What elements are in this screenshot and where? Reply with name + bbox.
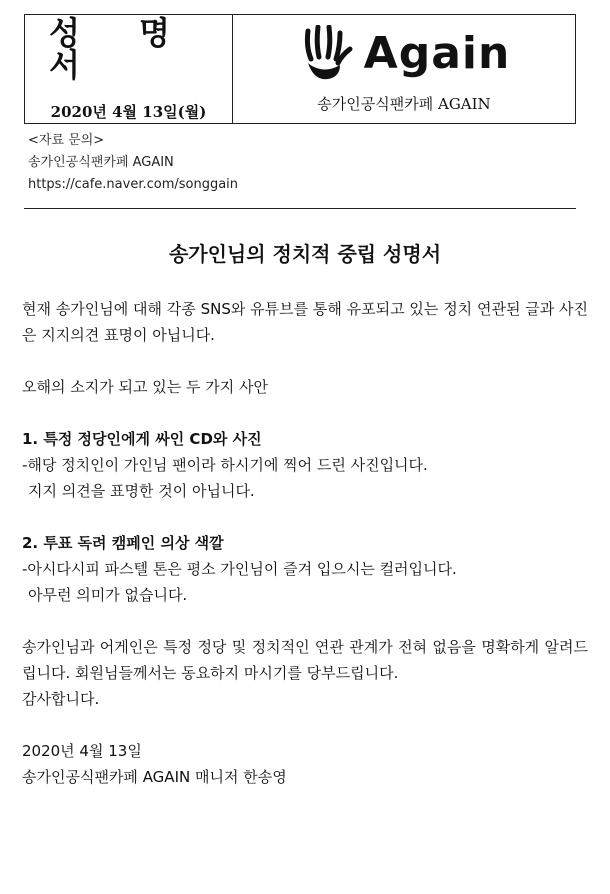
thanks-line: 감사합니다. — [22, 690, 100, 708]
contact-org: 송가인공식팬카페 AGAIN — [28, 155, 174, 170]
logo-text: Again — [363, 27, 511, 79]
org-name: 송가인공식팬카페 AGAIN — [317, 94, 491, 113]
signature: 송가인공식팬카페 AGAIN 매니저 한송영 — [22, 768, 287, 786]
logo — [298, 25, 511, 83]
doc-date: 2020년 4월 13일(월) — [50, 102, 207, 121]
header-right-cell — [233, 15, 575, 123]
statement-body — [22, 296, 588, 790]
closing-paragraph: 송가인님과 어게인은 특정 정당 및 정치적인 연관 관계가 전혀 없음을 명확하게 알려드립니다. 회원님들께서는 동요하지 마시기를 당부드립니다. — [22, 638, 588, 682]
spacer — [22, 348, 588, 374]
divider — [24, 208, 576, 209]
contact-label: <자료 문의> — [28, 133, 105, 148]
spacer — [22, 608, 588, 634]
spacer — [22, 400, 588, 426]
intro-paragraph: 현재 송가인님에 대해 각종 SNS와 유튜브를 통해 유포되고 있는 정치 연관된 글과 사진은 지지의견 표명이 아닙니다. — [22, 300, 588, 344]
item1-line1: -해당 정치인이 가인님 팬이라 하시기에 찍어 드린 사진입니다. — [22, 456, 428, 474]
doc-title: 성 명 서 — [49, 13, 194, 84]
page-title: 송가인님의 정치적 중립 성명서 — [168, 242, 442, 266]
header-box — [24, 14, 576, 124]
item2-line2: 아무런 의미가 없습니다. — [28, 586, 188, 604]
contact-url: https://cafe.naver.com/songgain — [28, 177, 239, 192]
misunderstanding-heading: 오해의 소지가 되고 있는 두 가지 사안 — [22, 378, 268, 396]
spacer — [22, 504, 588, 530]
sign-date: 2020년 4월 13일 — [22, 742, 142, 760]
contact-block — [28, 130, 576, 196]
item2-title: 2. 투표 독려 캠페인 의상 색깔 — [22, 534, 224, 552]
hand-print-icon — [298, 25, 356, 83]
item1-line2: 지지 의견을 표명한 것이 아닙니다. — [28, 482, 255, 500]
header-left-cell — [25, 15, 233, 123]
item1-title: 1. 특정 정당인에게 싸인 CD와 사진 — [22, 430, 262, 448]
spacer — [22, 712, 588, 738]
item2-line1: -아시다시피 파스텔 톤은 평소 가인님이 즐겨 입으시는 컬러입니다. — [22, 560, 457, 578]
